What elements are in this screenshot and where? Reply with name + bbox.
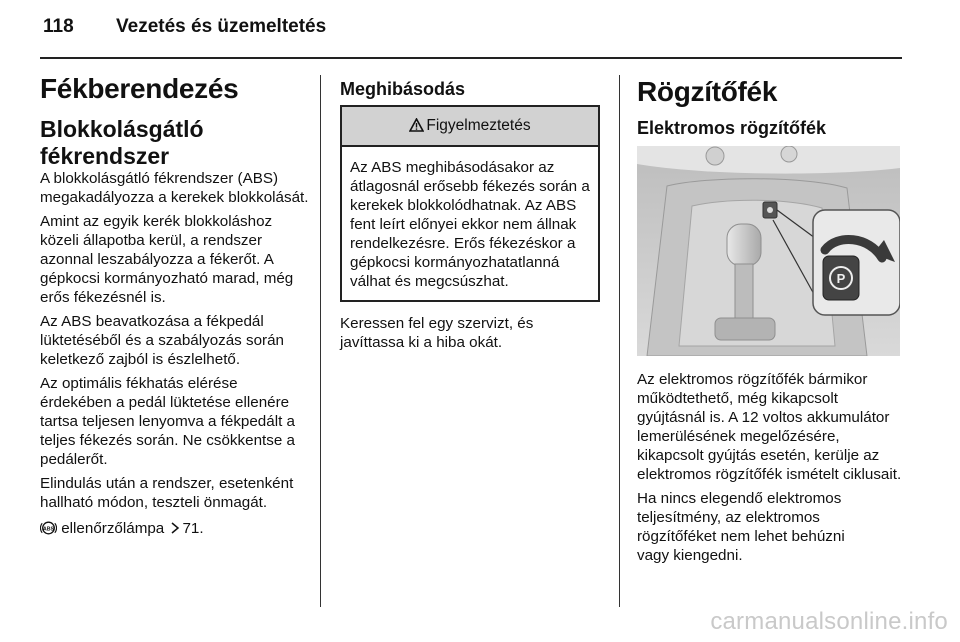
warning-header (342, 107, 598, 147)
warning-title: Figyelmeztetés (426, 117, 531, 134)
paragraph: A blokkolásgátló fékrendszer (ABS) megakadályozza a kerekek blokkolását. (40, 170, 309, 206)
reference-page-link[interactable]: 71. (182, 520, 204, 537)
chapter-title: Vezetés és üzemeltetés (116, 16, 327, 37)
reference-label: ellenőrzőlámpa (61, 520, 165, 537)
header-rule (40, 57, 902, 59)
section-title-parking-brake: Rögzítőfék (637, 76, 778, 107)
warning-text: Az ABS meghibásodásakor az átlagosnál erősebb fékezés során a kerekek blokkolódhatnak. Az ABS fent leírt előnyei ekkor nem állnak rendelkezésre. Erős fékezéskor a gépkocsi kormányozhatatlanná válhat és megcsúszhat. (350, 159, 590, 290)
paragraph: Az optimális fékhatás elérése érdekében a pedál lüktetése ellenére tartsa teljesen lenyomva a fékpedált a teljes fékezés során. Ne csökkentse a pedálerőt. (40, 375, 295, 468)
svg-text:ABS: ABS (43, 526, 54, 533)
paragraph: Elindulás után a rendszer, esetenként hallható módon, teszteli önmagát. (40, 475, 294, 511)
watermark: carmanualsonline.info (710, 608, 948, 635)
control-light-reference (40, 519, 312, 538)
column-divider-2 (619, 75, 620, 607)
paragraph: Amint az egyik kerék blokkoláshoz közeli állapotba kerül, a rendszer azonnal leszabályozza a fékerőt. A gépkocsi kormányozható marad, még erős fékezésnél is. (40, 213, 294, 306)
paragraph: Az elektromos rögzítőfék bármikor működtethető, még kikapcsolt gyújtásnál is. A 12 voltos akkumulátor lemerülésének megelőzésére, kikapcsolt gyújtás esetén, kerülje az elektromos rögzítőfék ismételt ciklusait. (637, 371, 902, 483)
abs-body (40, 169, 312, 543)
paragraph: Ha nincs elegendő elektromos teljesítmény, az elektromos rögzítőféket nem lehet behúzni vagy kiengedni. (637, 490, 845, 564)
electric-parking-brake-illustration (637, 146, 900, 356)
svg-text:P: P (836, 271, 846, 286)
malfunction-body (340, 314, 580, 357)
paragraph: Keressen fel egy szervizt, és javíttassa ki a hiba okát. (340, 315, 534, 351)
subsection-title-electric-parking-brake: Elektromos rögzítőfék (637, 118, 827, 138)
column-divider-1 (320, 75, 321, 607)
subsection-title-abs: Blokkolásgátló fékrendszer (40, 116, 204, 169)
page-number: 118 (43, 16, 74, 37)
page-reference-arrow-icon (170, 522, 180, 534)
warning-triangle-icon (409, 117, 424, 135)
paragraph: Az ABS beavatkozása a fékpedál lüktetéséből és a szabályozás során keletkező zajból is észlelhető. (40, 313, 284, 368)
abs-warning-lamp-icon (40, 521, 57, 535)
section-title-brakes: Fékberendezés (40, 73, 239, 104)
warning-box (340, 105, 600, 302)
malfunction-heading: Meghibásodás (340, 79, 466, 99)
parking-brake-body (637, 370, 905, 570)
